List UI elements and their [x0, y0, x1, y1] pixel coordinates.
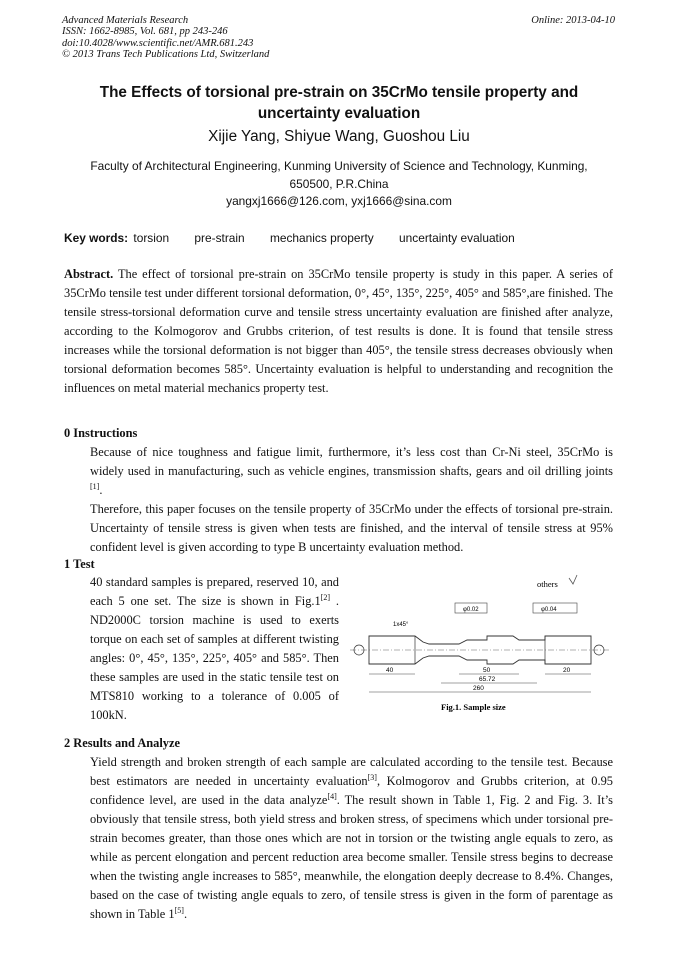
citation: [4] [327, 791, 337, 801]
paragraph-text: . ND2000C torsion machine is used to exerts torque on each set of samples at different twisting angles: 0°, 45°, 135°, 225°, 405° and 585°. Then these samples are used in the static tensile test on MTS810 working to a tolerance of 0.005 of 100kN. [90, 594, 339, 722]
journal-header [62, 15, 269, 61]
section2-body [64, 753, 613, 924]
section0-body [64, 443, 613, 557]
section-heading: 1 Test [64, 557, 95, 571]
paragraph-end: . [99, 483, 103, 497]
tolerance-label: φ0.02 [463, 607, 479, 613]
keyword: torsion [133, 231, 170, 245]
abstract-text: The effect of torsional pre-strain on 35CrMo tensile property is study in this paper. A series of 35CrMo tensile test under different torsional deformation, 0°, 45°, 135°, 225°, 405° and 585°,are finished. The tensile stress-torsional deformation curve and tensile stress uncertainty evaluation are finished after analyze, according to the Kolmogorov and Grubbs criterion, of test results is done. It is found that tensile stress increases while the torsional deformation is not bigger than 405°, the tensile stress decreases obviously when torsional deformation becomes 585°. Uncertainty evaluation is helpful to understanding and recognition the influences on metal material mechanics property test. [64, 267, 613, 395]
dimension-label: 65.72 [479, 676, 496, 683]
tolerance-label: φ0.04 [541, 607, 557, 613]
paragraph-text: . The result shown in Table 1, Fig. 2 and Fig. 3. It’s obviously that tensile stress, both yield stress and broken stress, of specimens which under torsional pre-strain becomes greater, than those ones which are not in torsion or the twisting angle equals to zero, as while as percent elongation and percent reduction area become smaller. Tensile stress begins to decrease when the twisting angle increases to 585°, meanwhile, the elongation deeply decrease to 8.4%. Changes, based on the case of twisting angle equals to zero, of tensile stress is given in the form of parentage as shown in Table 1 [90, 793, 613, 921]
others-label: others [537, 579, 558, 589]
dimension-label: 50 [483, 667, 491, 674]
author-emails: yangxj1666@126.com, yxj1666@sina.com [226, 194, 452, 208]
paragraph-text: , Kolmogorov and Grubbs criterion, at 0.95 confidence level, are used in the data analyze [90, 774, 613, 807]
paragraph [64, 443, 613, 500]
dimension-label: 20 [563, 667, 571, 674]
section-heading: 0 Instructions [64, 426, 138, 440]
affiliation-line2: 650500, P.R.China [289, 176, 389, 191]
journal-name: Advanced Materials Research [62, 15, 189, 26]
citation: [1] [90, 481, 100, 491]
keywords [64, 231, 515, 245]
sample-drawing [345, 570, 613, 718]
roughness-icon [569, 575, 577, 584]
section1-body [64, 573, 339, 725]
figure-caption: Fig.1. Sample size [441, 702, 506, 712]
dimension-label: 40 [386, 667, 394, 674]
citation: [5] [174, 905, 184, 915]
abstract-label: Abstract. [64, 267, 114, 281]
paragraph-text: Yield strength and broken strength of each sample are calculated according to the tensile test. Because best estimators are needed in uncertainty evaluation [90, 755, 613, 788]
paragraph: Therefore, this paper focuses on the tensile property of 35CrMo under the effects of torsional pre-strain. Uncertainty of tensile stress is given when tests are finished, and the interval of tensile stress at 95% confident level is given according to type B uncertainty evaluation method. [90, 502, 613, 554]
journal-doi: doi:10.4028/www.scientific.net/AMR.681.243 [62, 37, 254, 49]
chamfer-label: 1x45° [393, 622, 409, 628]
paper-title: The Effects of torsional pre-strain on 35CrMo tensile property and uncertainty evaluation [99, 84, 579, 122]
paragraph [64, 573, 339, 725]
section-heading: 2 Results and Analyze [64, 736, 181, 750]
figure-sample-size [345, 570, 613, 718]
online-date: Online: 2013-04-10 [531, 15, 615, 26]
keyword: mechanics property [269, 231, 374, 245]
keyword: pre-strain [194, 231, 245, 245]
citation: [2] [320, 592, 331, 602]
keyword: uncertainty evaluation [399, 231, 515, 245]
affiliation-line1: Faculty of Architectural Engineering, Kunming University of Science and Technology, Kunming, [90, 159, 588, 173]
authors: Xijie Yang, Shiyue Wang, Guoshou Liu [208, 128, 470, 145]
journal-copyright: © 2013 Trans Tech Publications Ltd, Switzerland [62, 49, 270, 61]
paragraph-text: Because of nice toughness and fatigue limit, furthermore, it’s less cost than Cr-Ni steel, 35CrMo is widely used in manufacturing, such as vehicle engines, transmission shafts, gears and oil drilling joints [90, 445, 613, 478]
paragraph-end: . [183, 907, 188, 921]
citation: [3] [367, 772, 377, 782]
abstract [64, 265, 613, 398]
paragraph-text: 40 standard samples is prepared, reserved 10, and each 5 one set. The size is shown in Fig.1 [90, 575, 339, 608]
dimension-label: 260 [473, 685, 484, 692]
keywords-label: Key words: [64, 231, 129, 245]
paragraph [64, 753, 613, 924]
journal-issn: ISSN: 1662-8985, Vol. 681, pp 243-246 [62, 26, 228, 38]
affiliation [62, 158, 616, 211]
